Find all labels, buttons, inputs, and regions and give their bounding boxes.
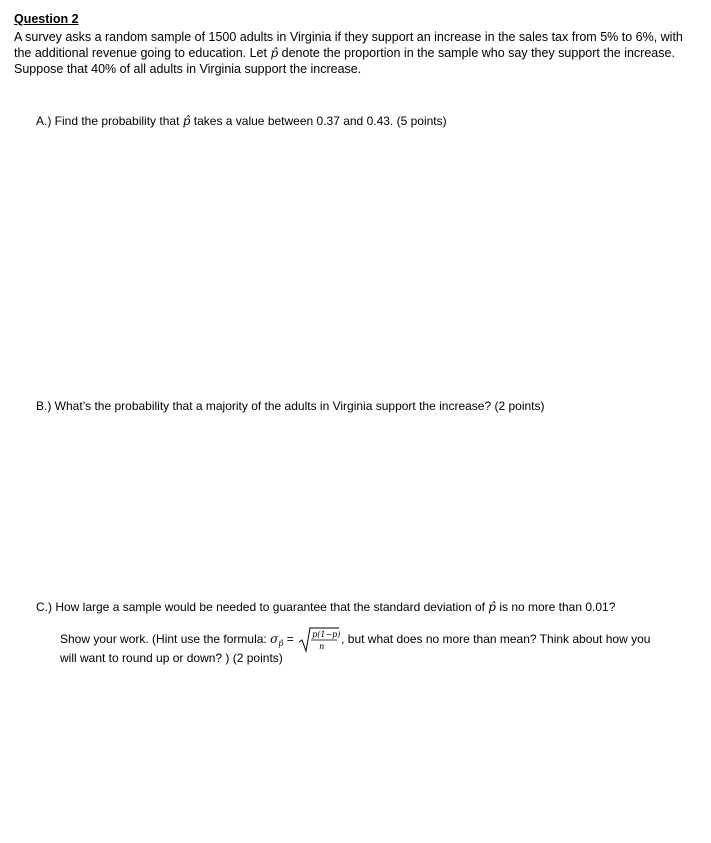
part-c-text-1: C.) How large a sample would be needed to guarantee that the standard deviation of <box>36 600 489 614</box>
intro-text-1: A survey asks a random sample of 1500 adults in Virginia if they support an increase in the sales tax from 5% to 6%, with the additional revenue going to education. Let <box>14 30 683 60</box>
p-hat-symbol: p̂ <box>270 46 279 60</box>
square-root-formula <box>298 627 340 653</box>
part-a-text-1: A.) Find the probability that <box>36 114 183 128</box>
formula-denominator: n <box>319 642 325 651</box>
part-c-question-line-1 <box>36 600 615 615</box>
part-c-text-3: , but what does no more than mean? Think about how you <box>341 632 651 647</box>
equals-sign: = <box>283 632 298 647</box>
intro-text-2: denote the proportion in the sample who say they support the increase. Suppose that 40% of all adults in Virginia support the increase. <box>14 46 675 76</box>
part-c-hint-text: Show your work. (Hint use the formula: <box>60 632 271 647</box>
part-c-question-line-3: will want to round up or down? ) (2 points) <box>60 651 283 665</box>
part-b-question: B.) What’s the probability that a majority of the adults in Virginia support the increase? (2 points) <box>36 399 545 413</box>
part-c-text-2: is no more than 0.01? <box>495 600 616 614</box>
formula-numerator: p(1−p) <box>312 630 341 639</box>
part-a-question <box>36 114 447 129</box>
sigma-symbol: σ <box>270 632 279 647</box>
question-title: Question 2 <box>14 12 79 26</box>
p-hat-symbol: p̂ <box>182 114 191 128</box>
p-hat-symbol: p̂ <box>488 600 496 614</box>
sigma-subscript: p̂ <box>278 639 284 649</box>
part-a-text-2: takes a value between 0.37 and 0.43. (5 points) <box>190 114 447 128</box>
part-c-question-line-2 <box>60 627 650 653</box>
question-intro <box>14 29 698 77</box>
